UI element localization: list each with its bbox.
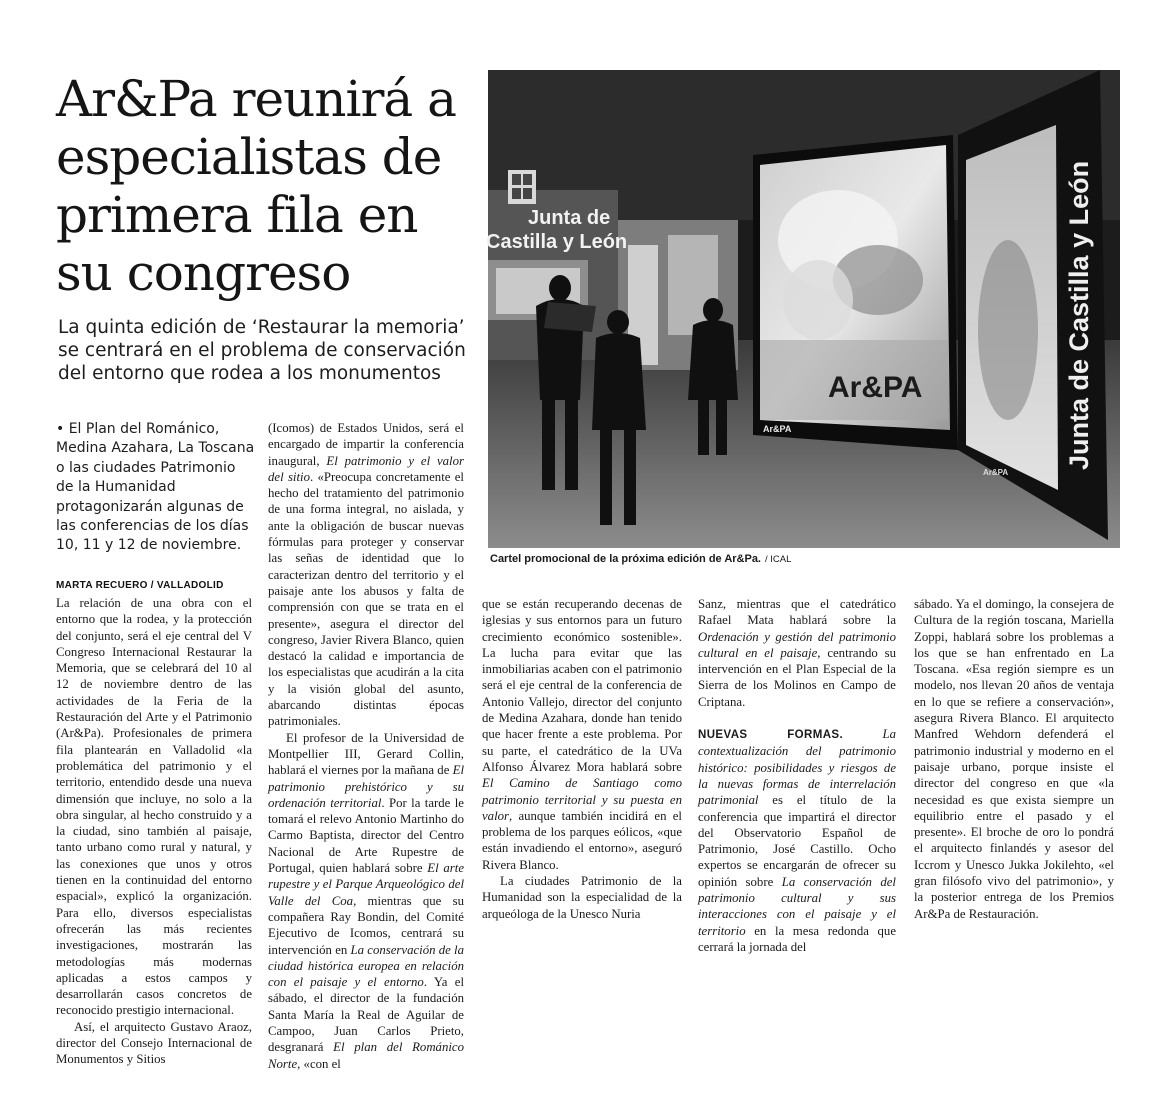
sign-vertical-text: Junta de Castilla y León (1064, 160, 1094, 470)
text-run: . Por la tarde le tomará el relevo Antonio Martinho do Carmo Baptista, director del Centro Nacional de Arte Rupestre de Portugal, quien hablará sobre (268, 795, 464, 876)
text-run: . Ya el sábado, el director de la fundación Santa María la Real de Aguilar de Campoo, Juan Carlos Prieto, desgranará (268, 975, 464, 1055)
poster-small-logo: Ar&PA (763, 424, 792, 434)
text-run: . «Preocupa concretamente el hecho del tratamiento del patrimonio de una forma integral, no aislada, y ante la obligación de buscar nuevas fórmulas para proteger y conservar las señas de identidad que lo caracterizan dentro del territorio y el paisaje ante los abusos y falta de comprensión con que se trata en el presente», asegura el director del congreso, Javier Rivera Blanco, quien destacó la calidad e importancia de los especialistas que acudirán a la cita y la visión global del asunto, abarcando distintas épocas patrimoniales. (268, 469, 464, 729)
text-run: en la mesa redonda que cerrará la jornada del (698, 923, 896, 954)
paragraph (698, 596, 896, 710)
paragraph (268, 420, 464, 730)
paragraph: La relación de una obra con el entorno que la rodea, y la protección del conjunto, será el eje central del V Congreso Internacional Restaurar la Memoria, que se celebrará del 10 al 12 de noviembre dentro de las actividades de la Feria de la Restauración del Arte y el Patrimonio (Ar&Pa). Profesionales de primera fila plantearán en Valladolid «la problemática del patrimonio y el territorio, entendido desde una nueva dimensión que incluye, no solo a la obra singular, al hecho construido y a la ciudad, sino también al paisaje, tanto urbano como rural y natural, y las conexiones que unos y otros tienen en la continuidad del entorno espacial», explicó la organización. Para ello, diversos especialistas ofrecerán las más recientes investigaciones, mostrarán las metodologías más modernas aplicadas a estos campos y desarrollarán casos concretos de reconocido prestigio internacional. (56, 596, 252, 1018)
subheadline: La quinta edición de ‘Restaurar la memoria’ se centrará en el problema de conservación del entorno que rodea a los monumentos (58, 317, 466, 384)
photo-credit: / ICAL (765, 554, 792, 565)
paragraph: La ciudades Patrimonio de la Humanidad son la especialidad de la arqueóloga de la Unesco Nuria (482, 874, 682, 921)
conference-title: La conservación de la ciudad histórica europea en relación con el paisaje y el entorno (268, 942, 465, 990)
conference-title: El arte rupestre y el Parque Arqueológico del Valle del Coa (268, 861, 464, 908)
text-run: (Icomos) de Estados Unidos, será el encargado de impartir la conferencia inaugural, (268, 421, 464, 468)
section-lead: NUEVAS FORMAS. (698, 729, 844, 742)
summary: • El Plan del Románico, Medina Azahara, La Toscana o las ciudades Patrimonio de la Humanidad protagonizarán algunas de las conferencias de los días 10, 11 y 12 de noviembre. (56, 421, 255, 554)
article-column-3 (482, 596, 682, 946)
sign-text: Castilla y León (486, 231, 628, 253)
text-run: que se están recuperando decenas de iglesias y sus entornos para un futuro crecimiento económico sostenible». La lucha para evitar que las inmobiliarias acaben con el patrimonio será el eje central de la conferencia de Antonio Vallejo, director del conjunto de Medina Azahara, donde han tenido que hacer frente a este problema. Por su parte, el catedrático de la UVa Alfonso Álvarez Mora hablará sobre (482, 597, 682, 774)
poster-small-logo: Ar&PA (983, 468, 1009, 477)
text-run: es el título de la conferencia que impartirá el director del Observatorio Español de Patrimonio, José Castillo. Ocho expertos se encargarán de ofrecer su opinión sobre (698, 793, 896, 889)
paragraph: Así, el arquitecto Gustavo Araoz, director del Consejo Internacional de Monumentos y Sitios (56, 1019, 252, 1067)
text-run: Sanz, mientras que el catedrático Rafael Mata hablará sobre la (698, 597, 896, 628)
poster-logo: Ar&PA (828, 371, 923, 404)
paragraph: sábado. Ya el domingo, la consejera de Cultura de la región toscana, Mariella Zoppi, hablará sobre los problemas a los que se han enfrentado en La Toscana. «Esa región siempre es un modelo, nos llevan 20 años de ventaja en lo que se refiere a conservación», asegura Rivera Blanco. El arquitecto Manfred Wehdorn defenderá el patrimonio industrial y moderno en el paisaje urbano, porque insiste el director del congreso en que «la necesidad es que exista siempre un equilibrio entre el pasado y el presente». El broche de oro lo pondrá el arquitecto finlandés y asesor del Iccrom y Unesco Jukka Jokilehto, «el gran filósofo vivo del patrimonio», y la posterior entrega de los Premios Ar&Pa de Restauración. (914, 597, 1114, 921)
photo-caption (490, 553, 1120, 565)
text-run: , centrando su intervención en el Plan Especial de la Sierra de los Molinos en Campo de Criptana. (698, 645, 896, 709)
paragraph (698, 726, 896, 955)
article-column-5 (914, 596, 1114, 936)
byline: MARTA RECUERO / VALLADOLID (56, 580, 224, 591)
promo-photo (488, 70, 1120, 548)
conference-title: La contextualización del patrimonio histórico: posibilidades y riesgos de la nuevas formas de interrelación patrimonial (698, 727, 896, 808)
text-run: , «con el (297, 1056, 341, 1071)
article-column-1 (56, 595, 252, 1075)
conference-title: El Camino de Santiago como patrimonio territorial y su puesta en valor (482, 776, 682, 823)
conference-title: El patrimonio y el valor del sitio (268, 453, 464, 484)
headline: Ar&Pa reunirá a especialistas de primera fila en su congreso (56, 70, 456, 302)
article-column-2 (268, 420, 464, 1075)
conference-title: El patrimonio prehistórico y su ordenación territorial (268, 763, 464, 810)
sign-text: Junta de (528, 207, 611, 229)
text-run: , mientras que su compañera Ray Bondin, del Comité Ejecutivo de Icomos, centrará su intervención en (268, 893, 465, 957)
caption-text: Cartel promocional de la próxima edición de Ar&Pa. (490, 553, 761, 565)
conference-title: El plan del Románico Norte (268, 1040, 464, 1071)
text-run: El profesor de la Universidad de Montpellier III, Gerard Collin, hablará el viernes por la mañana de (268, 730, 464, 778)
shield-icon (508, 170, 536, 204)
article-column-4 (698, 596, 896, 954)
text-run: , aunque también incidirá en el problema de los parques eólicos, «que están invadiendo el entorno», aseguró Rivera Blanco. (482, 808, 682, 872)
paragraph (482, 596, 682, 873)
paragraph (268, 730, 464, 1072)
conference-title: La conservación del patrimonio cultural y sus interacciones con el paisaje y el territorio (698, 874, 896, 938)
conference-title: Ordenación y gestión del patrimonio cultural en el paisaje (698, 629, 896, 660)
